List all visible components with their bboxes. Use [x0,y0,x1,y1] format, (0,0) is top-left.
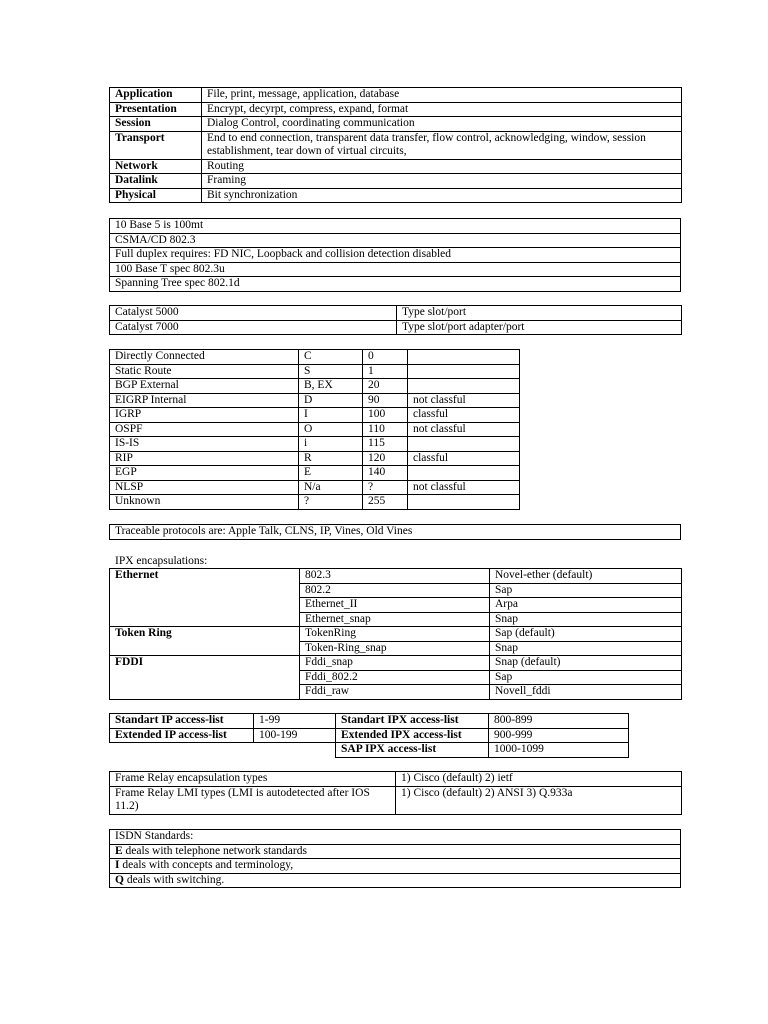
table-row [110,117,682,132]
ipx-acl-label: Extended IPX access-list [336,728,489,743]
ipx-encap: Token-Ring_snap [300,641,490,656]
traceable-table [109,524,681,540]
table-row [110,248,681,263]
route-code: E [299,466,363,481]
isdn-letter: Q [115,873,124,886]
route-note: not classful [408,422,520,437]
table-row [110,627,682,642]
ipx-name: Sap (default) [490,627,682,642]
isdn-item [110,873,681,888]
note-cell: CSMA/CD 802.3 [110,233,681,248]
osi-layers-table [109,87,682,203]
route-ad: 115 [363,437,408,452]
table-row [110,786,682,814]
table-row [110,408,520,423]
route-note [408,350,520,365]
ipx-encap: Fddi_802.2 [300,670,490,685]
catalyst-type: Type slot/port [397,306,682,321]
table-row [110,598,682,613]
ipx-media [110,583,300,598]
route-ad: 20 [363,379,408,394]
ipx-media: Token Ring [110,627,300,642]
route-name: BGP External [110,379,299,394]
route-note: not classful [408,393,520,408]
route-ad: 0 [363,350,408,365]
route-note: not classful [408,480,520,495]
table-row [110,859,681,874]
ethernet-notes-table [109,218,681,292]
route-name: IGRP [110,408,299,423]
ip-acl-label [110,743,254,758]
frame-relay-value: 1) Cisco (default) 2) ANSI 3) Q.933a [396,786,682,814]
ip-acl-range: 1-99 [254,714,336,729]
ipx-media [110,670,300,685]
osi-layer-name: Application [110,88,202,103]
route-code: S [299,364,363,379]
route-name: NLSP [110,480,299,495]
table-row [110,437,520,452]
route-ad: 140 [363,466,408,481]
ipx-name: Sap [490,583,682,598]
table-row [110,743,629,758]
ipx-name: Novel-ether (default) [490,569,682,584]
ipx-media [110,612,300,627]
ipx-encap: 802.3 [300,569,490,584]
route-note [408,379,520,394]
catalyst-table [109,305,682,335]
osi-layer-desc: End to end connection, transparent data transfer, flow control, acknowledging, window, session establishment, tear down of virtual circuits, [202,131,682,159]
table-row [110,131,682,159]
table-row [110,350,520,365]
ipx-encap: Ethernet_snap [300,612,490,627]
traceable-protocols: Traceable protocols are: Apple Talk, CLNS, IP, Vines, Old Vines [110,525,681,540]
route-note [408,364,520,379]
route-ad: 120 [363,451,408,466]
isdn-text: deals with concepts and terminology, [119,859,294,871]
ipx-encapsulation-table [109,568,682,700]
route-name: OSPF [110,422,299,437]
table-row [110,451,520,466]
table-row [110,188,682,203]
osi-layer-name: Physical [110,188,202,203]
ipx-media [110,598,300,613]
route-name: EIGRP Internal [110,393,299,408]
table-row [110,174,682,189]
ipx-media: FDDI [110,656,300,671]
table-row [110,772,682,787]
frame-relay-label: Frame Relay LMI types (LMI is autodetected after IOS 11.2) [110,786,396,814]
osi-layer-name: Session [110,117,202,132]
table-row [110,685,682,700]
access-list-table [109,713,629,758]
frame-relay-label: Frame Relay encapsulation types [110,772,396,787]
osi-layer-desc: Dialog Control, coordinating communication [202,117,682,132]
ip-acl-range: 100-199 [254,728,336,743]
isdn-table [109,829,681,888]
frame-relay-table [109,771,682,815]
table-row [110,219,681,234]
route-name: RIP [110,451,299,466]
osi-layer-name: Presentation [110,102,202,117]
table-row [110,480,520,495]
ipx-name: Snap [490,641,682,656]
note-cell: Spanning Tree spec 802.1d [110,277,681,292]
isdn-letter: E [115,844,123,857]
osi-layer-desc: Framing [202,174,682,189]
ip-acl-label: Extended IP access-list [110,728,254,743]
route-ad: 100 [363,408,408,423]
ipx-encap: Fddi_raw [300,685,490,700]
route-note [408,437,520,452]
ipx-encap: Ethernet_II [300,598,490,613]
route-ad: 1 [363,364,408,379]
table-row [110,495,520,510]
table-row [110,364,520,379]
route-code: i [299,437,363,452]
ipx-encap: 802.2 [300,583,490,598]
table-row [110,159,682,174]
table-row [110,422,520,437]
osi-layer-desc: Bit synchronization [202,188,682,203]
table-row [110,393,520,408]
ipx-acl-label: SAP IPX access-list [336,743,489,758]
ipx-encap: Fddi_snap [300,656,490,671]
note-cell: Full duplex requires: FD NIC, Loopback and collision detection disabled [110,248,681,263]
osi-layer-desc: File, print, message, application, database [202,88,682,103]
note-cell: 10 Base 5 is 100mt [110,219,681,234]
ipx-acl-range: 1000-1099 [489,743,629,758]
route-code: B, EX [299,379,363,394]
route-name: EGP [110,466,299,481]
ipx-heading: IPX encapsulations: [115,555,208,567]
table-row [110,714,629,729]
table-row [110,233,681,248]
ip-acl-label: Standart IP access-list [110,714,254,729]
table-row [110,102,682,117]
table-row [110,569,682,584]
table-row [110,612,682,627]
route-code: C [299,350,363,365]
ipx-media [110,641,300,656]
table-row [110,873,681,888]
isdn-text: deals with switching. [123,873,225,886]
route-note [408,466,520,481]
route-name: IS-IS [110,437,299,452]
osi-layer-name: Datalink [110,174,202,189]
osi-layer-desc: Encrypt, decyrpt, compress, expand, format [202,102,682,117]
ipx-name: Snap (default) [490,656,682,671]
route-name: Directly Connected [110,350,299,365]
table-row [110,728,629,743]
ipx-media: Ethernet [110,569,300,584]
table-row [110,525,681,540]
table-row [110,466,520,481]
catalyst-model: Catalyst 7000 [110,320,397,335]
route-code: I [299,408,363,423]
isdn-letter: I [115,859,120,871]
ipx-name: Sap [490,670,682,685]
ipx-acl-range: 800-899 [489,714,629,729]
admin-distance-table [109,349,520,510]
table-row [110,844,681,859]
isdn-item [110,844,681,859]
table-row [110,88,682,103]
route-note: classful [408,451,520,466]
osi-layer-desc: Routing [202,159,682,174]
catalyst-type: Type slot/port adapter/port [397,320,682,335]
route-code: O [299,422,363,437]
frame-relay-value: 1) Cisco (default) 2) ietf [396,772,682,787]
table-row [110,306,682,321]
route-name: Static Route [110,364,299,379]
route-ad: 90 [363,393,408,408]
route-note [408,495,520,510]
ipx-media [110,685,300,700]
table-row [110,583,682,598]
ipx-encap: TokenRing [300,627,490,642]
route-code: R [299,451,363,466]
route-code: N/a [299,480,363,495]
ipx-name: Arpa [490,598,682,613]
table-row [110,262,681,277]
route-ad: 255 [363,495,408,510]
route-code: ? [299,495,363,510]
table-row [110,670,682,685]
ipx-acl-label: Standart IPX access-list [336,714,489,729]
route-ad: ? [363,480,408,495]
osi-layer-name: Network [110,159,202,174]
route-code: D [299,393,363,408]
ip-acl-range [254,743,336,758]
note-cell: 100 Base T spec 802.3u [110,262,681,277]
isdn-text: deals with telephone network standards [122,844,307,857]
table-row [110,830,681,845]
isdn-item [110,859,681,874]
catalyst-model: Catalyst 5000 [110,306,397,321]
table-row [110,320,682,335]
table-row [110,656,682,671]
table-row [110,277,681,292]
ipx-acl-range: 900-999 [489,728,629,743]
isdn-heading: ISDN Standards: [110,830,681,845]
route-ad: 110 [363,422,408,437]
route-name: Unknown [110,495,299,510]
route-note: classful [408,408,520,423]
table-row [110,379,520,394]
ipx-name: Novell_fddi [490,685,682,700]
osi-layer-name: Transport [110,131,202,159]
ipx-name: Snap [490,612,682,627]
table-row [110,641,682,656]
